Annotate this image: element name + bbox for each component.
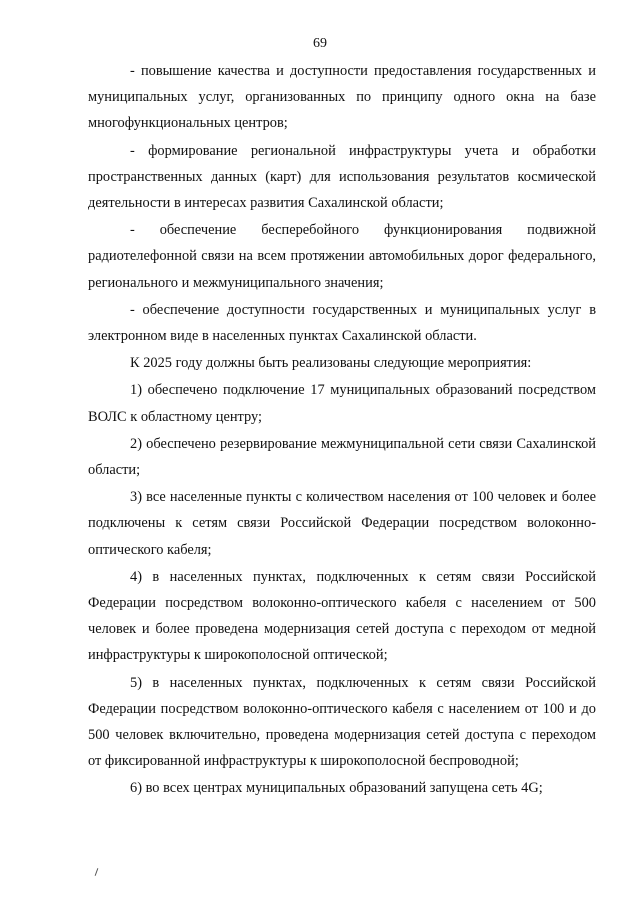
scan-mark — [95, 868, 99, 876]
paragraph-service-quality: - повышение качества и доступности предоставления государственных и муниципальных услуг, организованных по принципу одного окна на базе многофункциональных центров; — [88, 63, 596, 132]
paragraph-spatial-data: - формирование региональной инфраструктуры учета и обработки пространственных данных (карт) для использования результатов космической деятельности в интересах развития Сахалинской области; — [88, 142, 596, 212]
list-item-2: 2) обеспечено резервирование межмуниципальной сети связи Сахалинской области; — [88, 435, 596, 479]
list-item-1: 1) обеспечено подключение 17 муниципальных образований посредством ВОЛС к областному центру; — [88, 382, 596, 425]
list-item-4: 4) в населенных пунктах, подключенных к сетям связи Российской Федерации посредством волоконно-оптического кабеля с населением от 500 человек и более проведена модернизация сетей доступа с переходом от медной инфраструктуры к широкополосной оптической; — [88, 568, 596, 664]
list-item-3: 3) все населенные пункты с количеством населения от 100 человек и более подключены к сетям связи Российской Федерации посредством волоконно-оптического кабеля; — [88, 489, 596, 558]
list-item-6: 6) во всех центрах муниципальных образований запущена сеть 4G; — [130, 780, 543, 797]
paragraph-mobile-coverage: - обеспечение бесперебойного функционирования подвижной радиотелефонной связи на всем протяжении автомобильных дорог федерального, регионального и межмуниципального значения; — [88, 222, 596, 291]
document-body — [88, 58, 596, 802]
paragraph-2025-intro: К 2025 году должны быть реализованы следующие мероприятия: — [130, 355, 532, 372]
list-item-5: 5) в населенных пунктах, подключенных к сетям связи Российской Федерации посредством волоконно-оптического кабеля с населением от 100 и до 500 человек включительно, проведена модернизация сетей доступа с переходом от фиксированной инфраструктуры к широкополосной беспроводной; — [88, 674, 596, 770]
page-number: 69 — [313, 36, 327, 51]
paragraph-e-services: - обеспечение доступности государственных и муниципальных услуг в электронном виде в населенных пунктах Сахалинской области. — [88, 301, 596, 345]
